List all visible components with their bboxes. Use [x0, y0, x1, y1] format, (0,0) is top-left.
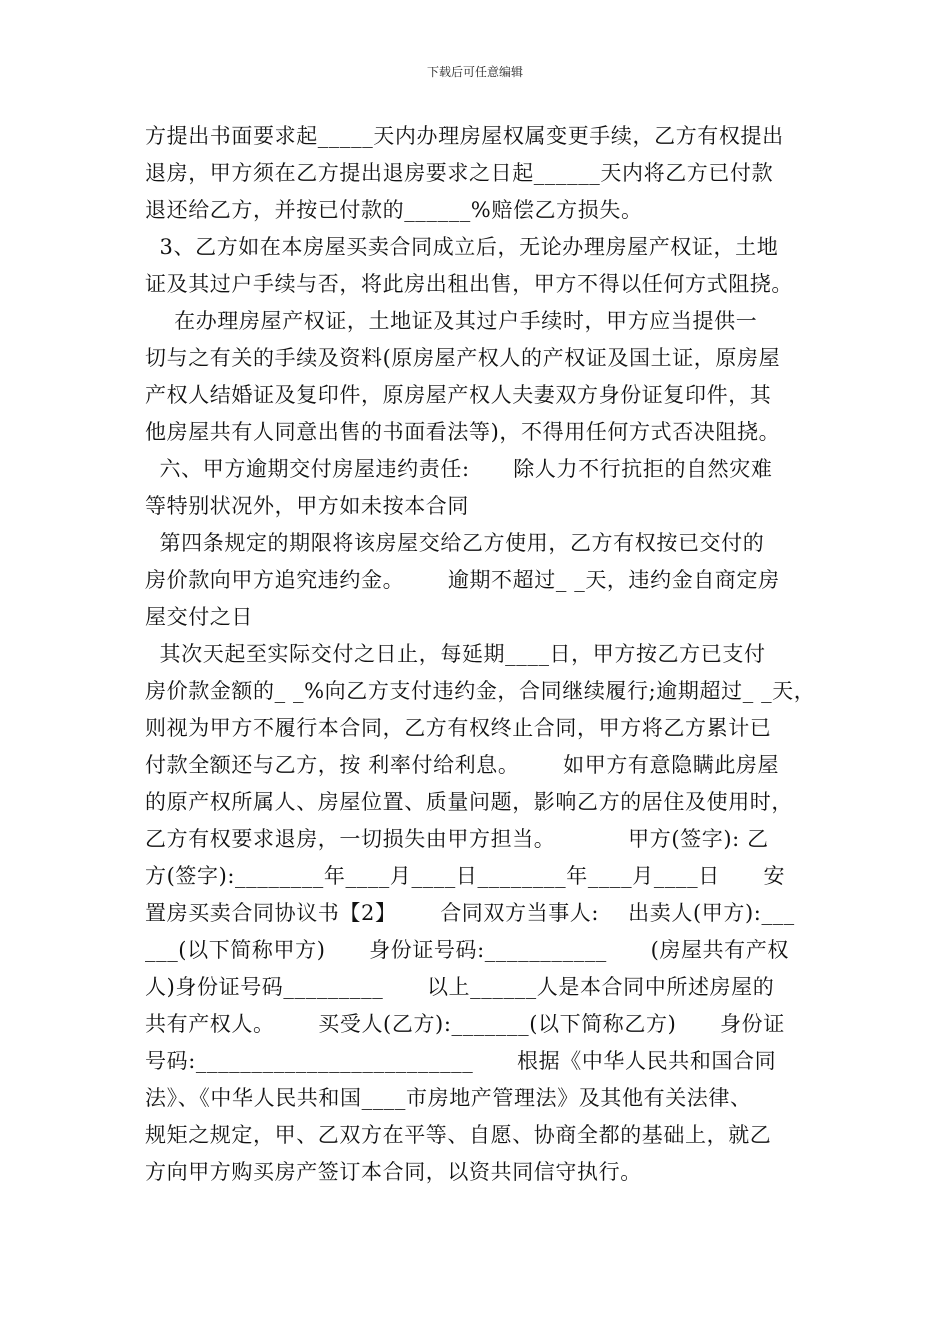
- text-line: 切与之有关的手续及资料(原房屋产权人的产权证及国土证，原房屋: [145, 346, 781, 370]
- text-line: 屋交付之日: [145, 605, 253, 629]
- text-line: 付款全额还与乙方，按 利率付给利息。 如甲方有意隐瞒此房屋: [145, 753, 780, 777]
- text-line: 第四条规定的期限将该房屋交给乙方使用，乙方有权按已交付的: [145, 531, 765, 555]
- text-line: 3、乙方如在本房屋买卖合同成立后，无论办理房屋产权证，土地: [145, 235, 779, 259]
- text-line: 号码:_________________________ 根据《中华人民共和国合同: [145, 1049, 777, 1073]
- document-body: [145, 118, 825, 1191]
- text-line: 法》、《中华人民共和国____市房地产管理法》及其他有关法律、: [145, 1086, 752, 1110]
- text-line: 房价款向甲方追究违约金。 逾期不超过_ _天，违约金自商定房: [145, 568, 780, 592]
- text-line: 方提出书面要求起_____天内办理房屋权属变更手续，乙方有权提出: [145, 124, 784, 148]
- text-line: 其次天起至实际交付之日止，每延期____日，甲方按乙方已支付: [145, 642, 766, 666]
- page-header: 下载后可任意编辑: [426, 65, 523, 79]
- text-line: 在办理房屋产权证，土地证及其过户手续时，甲方应当提供一: [145, 309, 758, 333]
- text-line: 共有产权人。 买受人(乙方):_______(以下简称乙方) 身份证: [145, 1012, 785, 1036]
- text-line: 置房买卖合同协议书【2】 合同双方当事人: 出卖人(甲方):___: [145, 901, 795, 925]
- text-line: 则视为甲方不履行本合同，乙方有权终止合同，甲方将乙方累计已: [145, 716, 772, 740]
- text-line: 方向甲方购买房产签订本合同，以资共同信守执行。: [145, 1160, 642, 1184]
- text-line: 等特别状况外，甲方如未按本合同: [145, 494, 469, 518]
- text-line: 方(签字):________年____月____日________年____月____日 安: [145, 864, 786, 888]
- text-line: 乙方有权要求退房，一切损失由甲方担当。 甲方(签字): 乙: [145, 827, 769, 851]
- text-line: 他房屋共有人同意出售的书面看法等)，不得用任何方式否决阻挠。: [145, 420, 781, 444]
- text-line: 房价款金额的_ _%向乙方支付违约金，合同继续履行;逾期超过_ _天，: [145, 679, 816, 703]
- text-line: 人)身份证号码_________ 以上______人是本合同中所述房屋的: [145, 975, 775, 999]
- text-line: 规矩之规定，甲、乙双方在平等、自愿、协商全都的基础上，就乙: [145, 1123, 772, 1147]
- text-line: 的原产权所属人、房屋位置、质量问题，影响乙方的居住及使用时，: [145, 790, 793, 814]
- text-line: 证及其过户手续与否，将此房出租出售，甲方不得以任何方式阻挠。: [145, 272, 793, 296]
- text-line: ___(以下简称甲方) 身份证号码:___________ (房屋共有产权: [145, 938, 789, 962]
- text-line: 六、甲方逾期交付房屋违约责任: 除人力不行抗拒的自然灾难: [145, 457, 773, 481]
- text-line: 产权人结婚证及复印件，原房屋产权人夫妻双方身份证复印件，其: [145, 383, 772, 407]
- text-line: 退还给乙方，并按已付款的______%赔偿乙方损失。: [145, 198, 643, 222]
- text-line: 退房，甲方须在乙方提出退房要求之日起______天内将乙方已付款: [145, 161, 774, 185]
